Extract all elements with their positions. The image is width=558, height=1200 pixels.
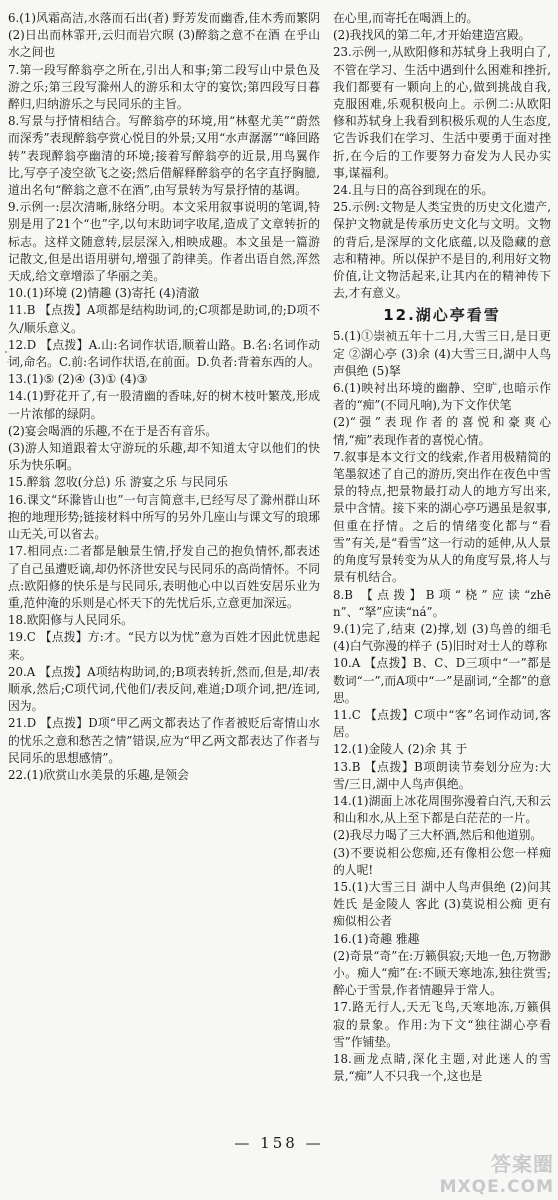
answer-entry: 10.(1)环境 (2)情趣 (3)寄托 (4)清澈	[8, 286, 200, 301]
answer-entry: 12.D 【点拨】A.山:名词作状语,顺着山路。B.名:名词作动词,命名。C.前:名词作状语,在前面。D.负者:背着东西的人。	[8, 337, 320, 370]
answer-entry: 8.B 【点拨】B项“桡”应读“zhēn”、“拏”应读“ná”。	[333, 587, 551, 619]
answer-entry: 15.醉翁 忽收(分总) 乐 游宴之乐 与民同乐	[8, 475, 228, 490]
watermark-logo	[434, 1148, 554, 1196]
answer-entry: 11.B 【点拨】A项都是结构助词,的;C项都是助词,的;D项不久/顺乐意义。	[8, 303, 320, 335]
answer-entry: (2)我尽力喝了三大杯酒,然后和他道别。	[333, 828, 543, 843]
answer-entry: 13.B 【点拨】B项朗读节奏划分应为:大雪/三日,湖中人鸟声俱绝。	[333, 759, 551, 791]
answer-entry: 9.(1)完了,结束 (2)撑,划 (3)鸟兽的细毛 (4)白气弥漫的样子 (5)旧时对士人的尊称	[333, 621, 551, 654]
answer-entry: 16.课文“环滁皆山也”一句言简意丰,已经写尽了滁州群山环抱的地理形势;链接材料中所写的另外几座山与课文写的琅琊山无关,可以省去。	[8, 492, 320, 542]
answer-entry: 12.(1)金陵人 (2)余 其 于	[333, 742, 468, 757]
answer-entry: 6.(1)风霜高洁,水落而石出(者) 野芳发而幽香,佳木秀而繁阴 (2)日出而林霏开,云归而岩穴暝 (3)醉翁之意不在酒 在乎山水之间也	[8, 11, 320, 60]
watermark-url: MXQE.COM	[439, 1177, 554, 1197]
answer-entry: 7.叙事是本文行文的线索,作者用极精简的笔墨叙述了自己的游历,突出作在夜色中雪景的特点,把景物最打动人的地方写出来,景中含情。接下来的湖心亭巧遇虽是叙事,但重在抒情。之后的情绪变化都与“看雪”有关,是“看雪”这一行动的延伸,从人景的角度写景转变为从人的角度写景,将人与景有机结合。	[333, 449, 551, 585]
answer-entry: 24.且与日的高谷到现在的乐。	[333, 183, 494, 198]
answer-entry: (2)奇景“奇”在:万籁俱寂;天地一色,万物渺小。痴人“痴”在:不顾天寒地冻,独往赏雪;醉心于雪景,作者情趣异于常人。	[333, 948, 551, 998]
watermark-text: 答案圈	[491, 1152, 554, 1176]
answer-entry: (3)游人知道跟着太守游玩的乐趣,却不知道太守以他们的快乐为快乐啊。	[8, 441, 320, 473]
answer-entry: 在心里,而寄托在喝酒上的。	[333, 11, 479, 25]
answer-entry: 16.(1)奇趣 雅趣	[333, 931, 420, 946]
answer-entry: 6.(1)映衬出环境的幽静、空旷,也暗示作者的“痴”(不同凡响),为下文作伏笔	[333, 381, 551, 413]
answer-entry: 9.示例一:层次清晰,脉络分明。本文采用叙事说明的笔调,特别是用了21个“也”字,以句末助词字收尾,造成了文章转折的标志。这样文随意转,层层深入,相映成趣。本文虽是一篇游记散文,但是出语用骈句,增强了韵律美。作者出语自然,浑然天成,给文章增添了华丽之美。	[8, 200, 320, 284]
answer-entry: (2)“强”表现作者的喜悦和豪爽心情,“痴”表现作者的喜悦心情。	[333, 415, 551, 447]
answer-entry: (2)我找风的第二年,才开始建造宫殿。	[333, 28, 531, 43]
right-column	[333, 10, 551, 1085]
answer-entry: 18.画龙点睛,深化主题,对此迷人的雪景,“痴”人不只我一个,这也是	[333, 1051, 551, 1084]
answer-entry: 17.路无行人,天无飞鸟,天寒地冻,万籁俱寂的景象。作用:为下文“独往湖心亭看雪”作铺垫。	[333, 1000, 551, 1049]
section-title: 12.湖心亭看雪	[383, 306, 501, 325]
answer-entry: 11.C 【点拨】C项中“客”名词作动词,客居。	[333, 707, 551, 740]
answer-entry: 19.C 【点拨】方:才。“民方以为忧”意为百姓才因此忧患起来。	[8, 630, 320, 662]
answer-entry: 18.欧阳修与人民同乐。	[8, 613, 133, 628]
answer-entry: 14.(1)湖面上冰花周围弥漫着白汽,天和云和山和水,从上至下都是白茫茫的一片。	[333, 793, 551, 826]
page-number: — 158 —	[234, 1134, 324, 1152]
answer-entry: 23.示例一,从欧阳修和苏轼身上我明白了,不管在学习、生活中遇到什么困难和挫折,我们都要有一颗向上的心,做到挑战自我,克服困难,乐观积极向上。示例二:从欧阳修和苏轼身上我看到积极乐观的人生态度,它告诉我们在学习、生活中要勇于面对挫折,在今后的工作要努力奋发为人民办实事,谋福利。	[333, 45, 551, 180]
answer-entry: 13.(1)⑤ (2)④ (3)① (4)③	[8, 372, 148, 387]
answer-entry: (3)不要说相公您痴,还有像相公您一样痴的人呢!	[333, 845, 551, 877]
answer-entry: 21.D 【点拨】D项“甲乙两文都表达了作者被贬后寄情山水的忧乐之意和愁苦之情”错误,应为“甲乙两文都表达了作者与民同乐的思想感情”。	[8, 716, 320, 765]
answer-entry: 10.A 【点拨】B、C、D三项中“一”都是数词“一”,而A项中“一”是副词,“全都”的意思。	[333, 656, 551, 705]
answer-entry: 25.示例:文物是人类宝贵的历史文化遗产,保护文物就是传承历史文化与文明。文物的背后,是深厚的文化底蕴,以及隐藏的意志和精神。所以保护不是目的,利用好文物价值,让文物活起来,让其内在的精神传下去,才有意义。	[333, 200, 551, 301]
answer-entry: 5.(1)①崇祯五年十二月,大雪三日,是日更定 ②湖心亭 (3)余 (4)大雪三日,湖中人鸟声俱绝 (5)拏	[333, 329, 551, 378]
answer-entry: 22.(1)欣赏山水美景的乐趣,是领会	[8, 767, 189, 782]
answer-entry: (2)宴会喝酒的乐趣,不在于是否有音乐。	[8, 423, 218, 438]
answer-entry: 20.A 【点拨】A项结构助词,的;B项表转折,然而,但是,却/表顺承,然后;C项代词,代他们/表反问,难道;D项介词,把/连词,因为。	[8, 664, 320, 714]
answer-entry: 17.相同点:二者都是触景生情,抒发自己的抱负情怀,都表述了自己虽遭贬谪,却仍怀济世安民与民同乐的高尚情怀。不同点:欧阳修的快乐是与民同乐,表明他心中以百姓安居乐业为重,范仲淹的乐则是心怀天下的先忧后乐,立意更加深远。	[8, 544, 320, 610]
answer-entry: 7.第一段写醉翁亭之所在,引出人和事;第二段写山中景色及游之乐;第三段写滁州人的游乐和太守的宴饮;第四段写日暮醉归,归纳游乐之与民同乐的主旨。	[8, 62, 320, 112]
answer-entry: 8.写景与抒情相结合。写醉翁亭的环境,用“林壑尤美”“蔚然而深秀”表现醉翁亭赏心悦目的外景;又用“水声潺潺”“峰回路转”表现醉翁亭幽清的环境;接着写醉翁亭的近景,用鸟翼作比,写亭子凌空欲飞之姿;然后借解释醉翁亭的名字直抒胸臆,道出名句“醉翁之意不在酒”,由写景转为写景抒情的基调。	[8, 114, 320, 198]
answer-entry: 15.(1)大雪三日 湖中人鸟声俱绝 (2)问其姓氏 是金陵人 客此 (3)莫说相公痴 更有痴似相公者	[333, 879, 551, 929]
answer-entry: 14.(1)野花开了,有一股清幽的香味,好的树木枝叶繁茂,形成一片浓郁的绿阴。	[8, 389, 320, 421]
left-column	[8, 10, 320, 784]
